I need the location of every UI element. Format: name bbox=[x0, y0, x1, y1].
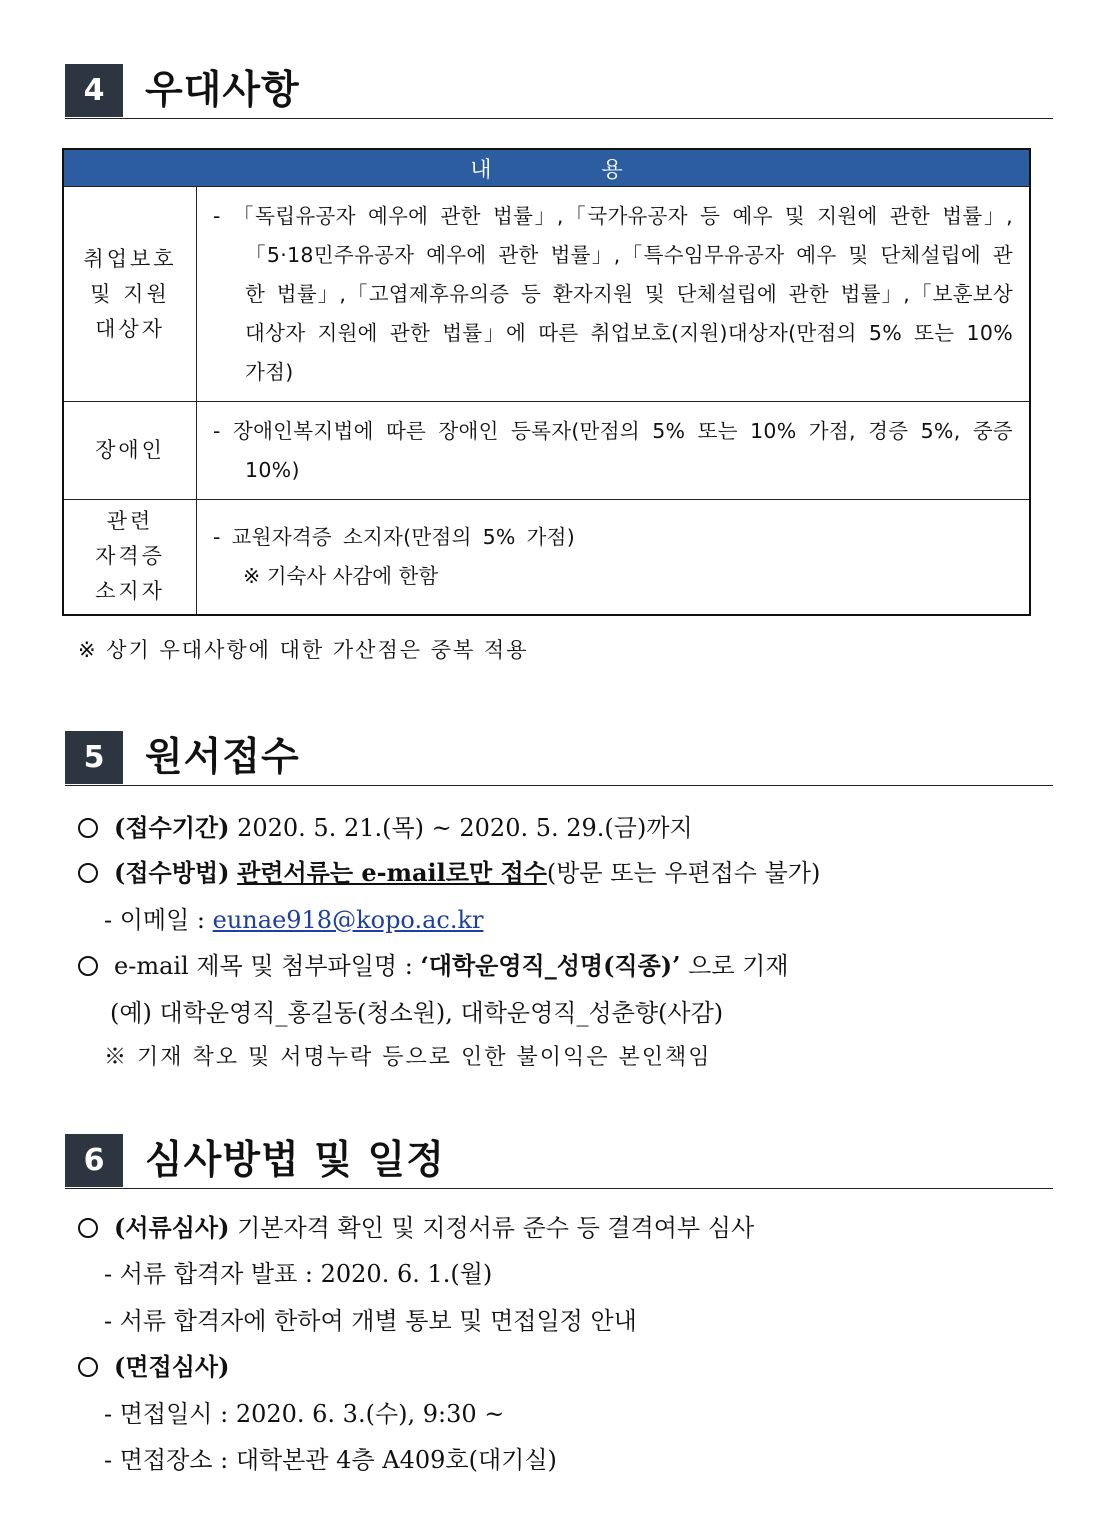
table-header-row bbox=[63, 149, 1030, 187]
section-number: 6 bbox=[65, 1134, 123, 1187]
circle-bullet-icon bbox=[78, 818, 98, 838]
section-header-4 bbox=[65, 64, 1053, 119]
row-content: - 장애인복지법에 따른 장애인 등록자(만점의 5% 또는 10% 가점, 경증 5%, 중증 10%) bbox=[197, 402, 1031, 500]
application-period: (접수기간) 2020. 5. 21.(목) ~ 2020. 5. 29.(금)까지 bbox=[78, 808, 693, 843]
row-label: 관련 자격증 소지자 bbox=[63, 500, 197, 615]
preference-table bbox=[62, 148, 1031, 616]
table-footnote: ※ 상기 우대사항에 대한 가산점은 중복 적용 bbox=[78, 638, 529, 662]
row-content: - 「독립유공자 예우에 관한 법률」,「국가유공자 등 예우 및 지원에 관한 법률」,「5·18민주유공자 예우에 관한 법률」,「특수임무유공자 예우 및 단체설립에 관한 법률」,「고엽제후유의증 등 환자지원 및 단체설립에 관한 법률」,「보훈보상대상자 지원에 관한 법률」에 따른 취업보호(지원)대상자(만점의 5% 또는 10% 가점) bbox=[197, 187, 1031, 402]
subject-example: (예) 대학운영직_홍길동(청소원), 대학운영직_성춘향(사감) bbox=[110, 999, 724, 1027]
section-title: 우대사항 bbox=[145, 68, 300, 113]
section-number: 4 bbox=[65, 64, 123, 117]
header-left: 내 bbox=[470, 157, 492, 183]
circle-bullet-icon bbox=[78, 1218, 98, 1238]
row-note: ※ 기숙사 사감에 한함 bbox=[243, 563, 439, 588]
subject-warning: ※ 기재 착오 및 서명누락 등으로 인한 불이익은 본인책임 bbox=[104, 1045, 712, 1070]
interview-screening: (면접심사) bbox=[78, 1347, 229, 1382]
table-row bbox=[63, 187, 1030, 402]
section-header-6 bbox=[65, 1134, 1053, 1189]
circle-bullet-icon bbox=[78, 956, 98, 976]
document-announce: - 서류 합격자 발표 : 2020. 6. 1.(월) bbox=[104, 1260, 493, 1288]
email-line: - 이메일 : eunae918@kopo.ac.kr bbox=[104, 906, 484, 934]
interview-date: - 면접일시 : 2020. 6. 3.(수), 9:30 ~ bbox=[104, 1400, 505, 1428]
row-label: 장애인 bbox=[63, 402, 197, 500]
row-label: 취업보호 및 지원 대상자 bbox=[63, 187, 197, 402]
row-content: - 교원자격증 소지자(만점의 5% 가점) ※ 기숙사 사감에 한함 bbox=[197, 500, 1031, 615]
application-method: (접수방법) 관련서류는 e-mail로만 접수(방문 또는 우편접수 불가) bbox=[78, 853, 820, 888]
circle-bullet-icon bbox=[78, 1357, 98, 1377]
table-row bbox=[63, 500, 1030, 615]
table-row bbox=[63, 402, 1030, 500]
section-number: 5 bbox=[65, 731, 123, 784]
email-subject-format: e-mail 제목 및 첨부파일명 : ‘대학운영직_성명(직종)’ 으로 기재 bbox=[78, 946, 789, 981]
interview-place: - 면접장소 : 대학본관 4층 A409호(대기실) bbox=[104, 1446, 557, 1474]
section-title: 심사방법 및 일정 bbox=[145, 1138, 445, 1183]
document-screening: (서류심사) 기본자격 확인 및 지정서류 준수 등 결격여부 심사 bbox=[78, 1208, 754, 1243]
table-header bbox=[63, 149, 1030, 187]
document-notice: - 서류 합격자에 한하여 개별 통보 및 면접일정 안내 bbox=[104, 1307, 637, 1335]
section-header-5 bbox=[65, 731, 1053, 786]
header-right: 용 bbox=[601, 157, 623, 183]
section-title: 원서접수 bbox=[145, 735, 300, 780]
email-link[interactable]: eunae918@kopo.ac.kr bbox=[212, 906, 484, 934]
circle-bullet-icon bbox=[78, 863, 98, 883]
